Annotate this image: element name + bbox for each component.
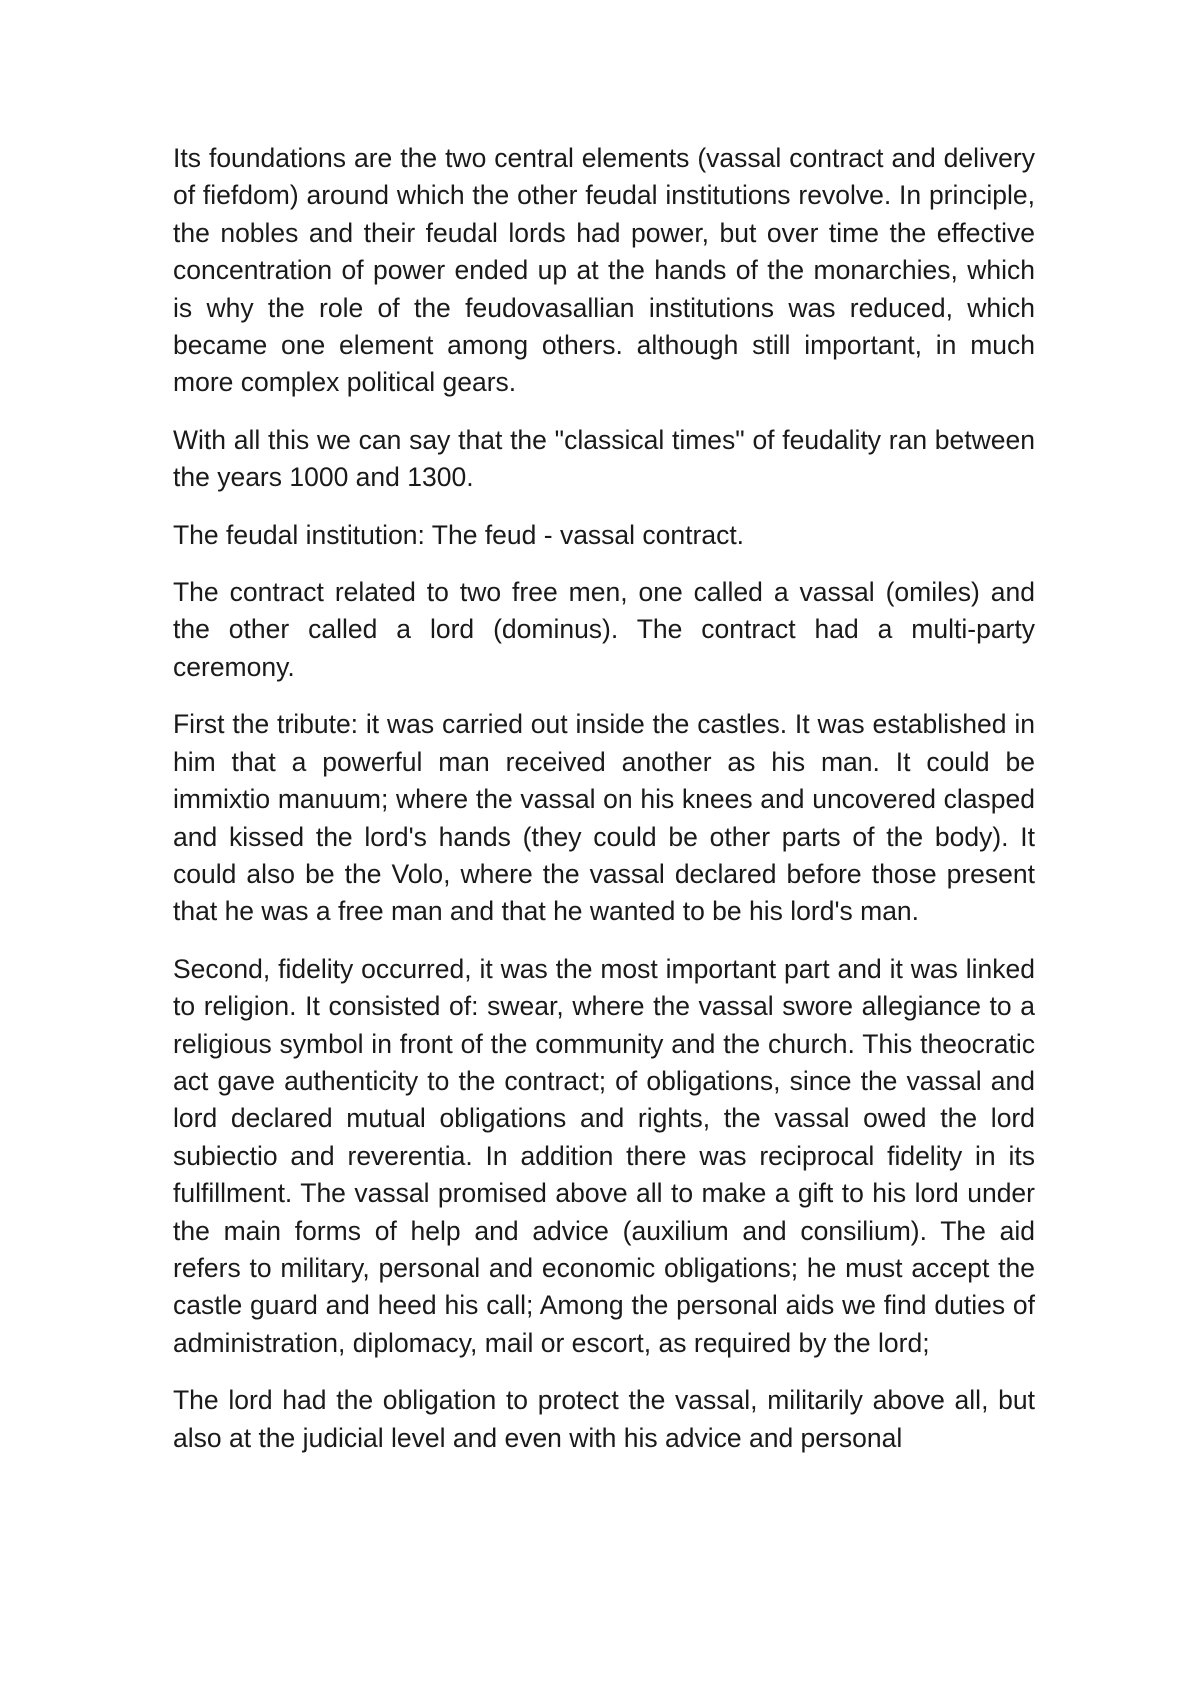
paragraph-contract: The contract related to two free men, one called a vassal (omiles) and the other called a lord (dominus). The contract had a multi-party ceremony.	[173, 577, 1035, 682]
paragraph-foundations: Its foundations are the two central elements (vassal contract and delivery of fiefdom) around which the other feudal institutions revolve. In principle, the nobles and their feudal lords had power, but over time the effective concentration of power ended up at the hands of the monarchies, which is why the role of the feudovasallian institutions was reduced, which became one element among others. although still important, in much more complex political gears.	[173, 143, 1035, 398]
document-body	[173, 140, 1035, 1477]
paragraph-classical-times: With all this we can say that the "classical times" of feudality ran between the years 1000 and 1300.	[173, 424, 1035, 493]
paragraph-lord-obligation: The lord had the obligation to protect the vassal, militarily above all, but also at the judicial level and even with his advice and personal	[173, 1385, 1035, 1453]
paragraph-fidelity: Second, fidelity occurred, it was the most important part and it was linked to religion. It consisted of: swear, where the vassal swore allegiance to a religious symbol in front of the community and the church. This theocratic act gave authenticity to the contract; of obligations, since the vassal and lord declared mutual obligations and rights, the vassal owed the lord subiectio and reverentia. In addition there was reciprocal fidelity in its fulfillment. The vassal promised above all to make a gift to his lord under the main forms of help and advice (auxilium and consilium). The aid refers to military, personal and economic obligations; he must accept the castle guard and heed his call; Among the personal aids we find duties of administration, diplomacy, mail or escort, as required by the lord;	[173, 953, 1035, 1358]
paragraph-feudal-institution-heading: The feudal institution: The feud - vassal contract.	[173, 519, 745, 550]
paragraph-tribute: First the tribute: it was carried out inside the castles. It was established in him that a powerful man received another as his man. It could be immixtio manuum; where the vassal on his knees and uncovered clasped and kissed the lord's hands (they could be other parts of the body). It could also be the Volo, where the vassal declared before those present that he was a free man and that he wanted to be his lord's man.	[173, 709, 1035, 927]
